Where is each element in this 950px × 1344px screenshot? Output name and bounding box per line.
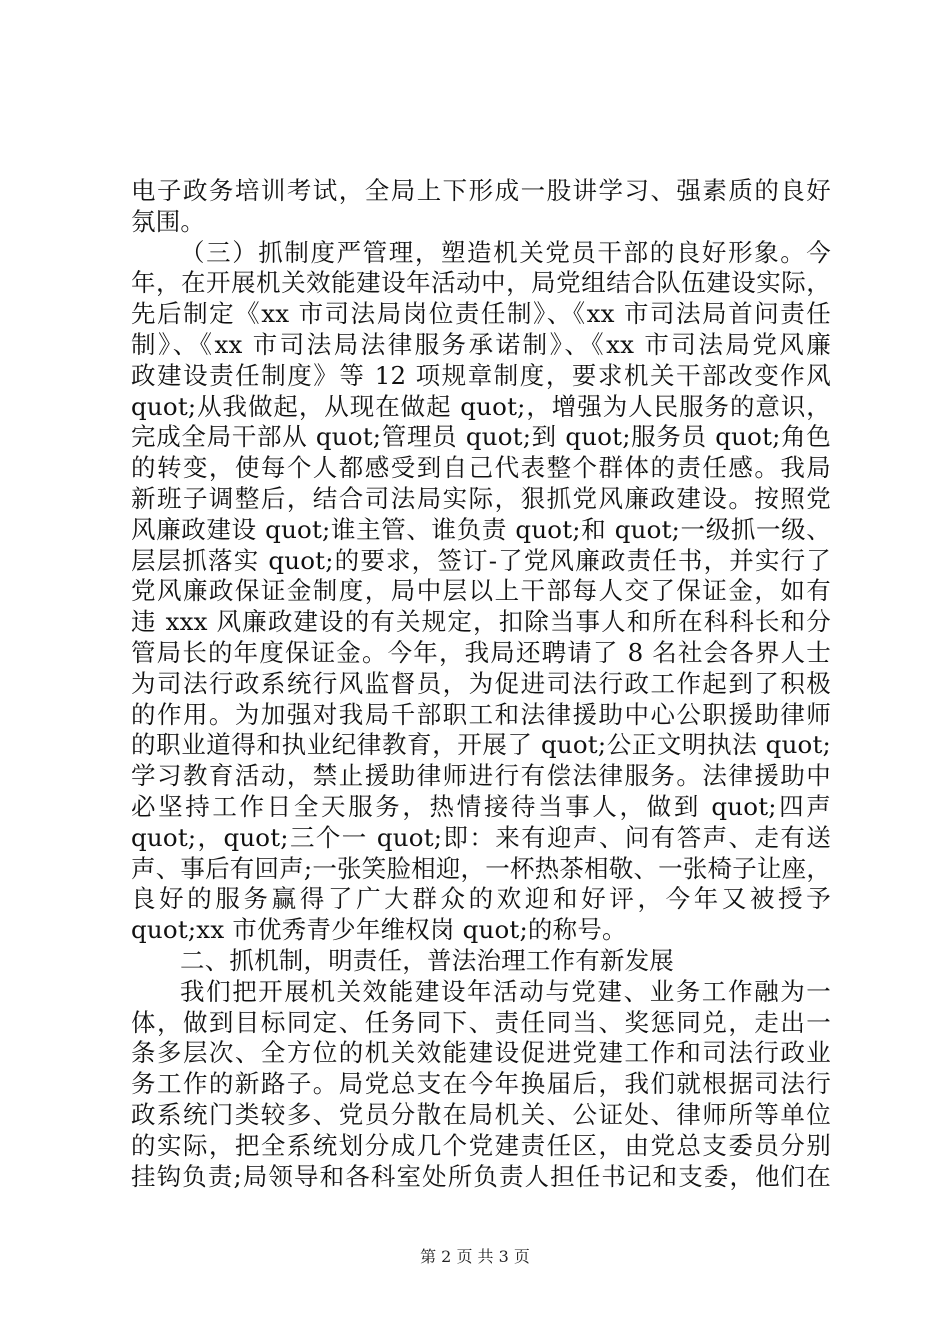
- text-line: 条多层次、全方位的机关效能建设促进党建工作和司法行政业: [131, 1038, 831, 1068]
- text-line: 管局长的年度保证金。今年，我局还聘请了 8 名社会各界人士: [131, 637, 831, 667]
- text-line: 良好的服务赢得了广大群众的欢迎和好评，今年又被授予: [131, 884, 831, 914]
- text-line: 电子政务培训考试，全局上下形成一股讲学习、强素质的良好: [131, 176, 831, 205]
- text-line: 层层抓落实 quot;的要求，签订-了党风廉政责任书，并实行了: [131, 545, 831, 575]
- page-footer: 第 2 页 共 3 页: [420, 1247, 530, 1266]
- document-body: [131, 176, 831, 1192]
- text-line: 年，在开展机关效能建设年活动中，局党组结合队伍建设实际，: [131, 268, 831, 298]
- text-line: 挂钩负责;局领导和各科室处所负责人担任书记和支委，他们在: [131, 1161, 831, 1191]
- text-line: 我们把开展机关效能建设年活动与党建、业务工作融为一: [180, 976, 831, 1006]
- text-line: 声、事后有回声;一张笑脸相迎，一杯热茶相敬、一张椅子让座，: [131, 853, 832, 883]
- text-line: 务工作的新路子。局党总支在今年换届后，我们就根据司法行: [131, 1069, 831, 1099]
- text-line: 体，做到目标同定、任务同下、责任同当、奖惩同兑，走出一: [131, 1007, 831, 1037]
- text-line: quot;xx 市优秀青少年维权岗 quot;的称号。: [131, 915, 627, 945]
- text-line: 违 xxx 风廉政建设的有关规定，扣除当事人和所在科科长和分: [131, 607, 831, 637]
- text-line: 政建设责任制度》等 12 项规章制度，要求机关干部改变作风: [131, 360, 831, 390]
- text-line: 先后制定《xx 市司法局岗位责任制》、《xx 市司法局首问责任: [131, 299, 831, 329]
- text-line: 完成全局干部从 quot;管理员 quot;到 quot;服务员 quot;角色: [131, 422, 831, 452]
- text-line: 二、抓机制，明责任，普法治理工作有新发展: [180, 945, 674, 975]
- text-line: 学习教育活动，禁止援助律师进行有偿法律服务。法律援助中: [131, 761, 831, 791]
- text-line: quot;，quot;三个一 quot;即：来有迎声、问有答声、走有送: [131, 822, 831, 852]
- text-line: 的职业道得和执业纪律教育，开展了 quot;公正文明执法 quot;: [131, 730, 831, 760]
- text-line: 为司法行政系统行风监督员，为促进司法行政工作起到了积极: [131, 668, 831, 698]
- text-line: 必坚持工作日全天服务，热情接待当事人，做到 quot;四声: [131, 791, 831, 821]
- text-line: 风廉政建设 quot;谁主管、谁负责 quot;和 quot;一级抓一级、: [131, 514, 831, 544]
- text-line: 的实际，把全系统划分成几个党建责任区，由党总支委员分别: [131, 1130, 831, 1160]
- text-line: 的转变，使每个人都感受到自己代表整个群体的责任感。我局: [131, 453, 831, 483]
- text-line: 氛围。: [131, 206, 206, 236]
- text-line: 党风廉政保证金制度，局中层以上干部每人交了保证金，如有: [131, 576, 831, 606]
- text-line: 制》、《xx 市司法局法律服务承诺制》、《xx 市司法局党风廉: [131, 329, 831, 359]
- text-line: 新班子调整后，结合司法局实际，狠抓党风廉政建设。按照党: [131, 483, 831, 513]
- text-line: （三）抓制度严管理，塑造机关党员干部的良好形象。今: [180, 237, 831, 267]
- text-line: 的作用。为加强对我局千部职工和法律援助中心公职援助律师: [131, 699, 831, 729]
- text-line: 政系统门类较多、党员分散在局机关、公证处、律师所等单位: [131, 1099, 831, 1129]
- text-line: quot;从我做起，从现在做起 quot;，增强为人民服务的意识，: [131, 391, 831, 421]
